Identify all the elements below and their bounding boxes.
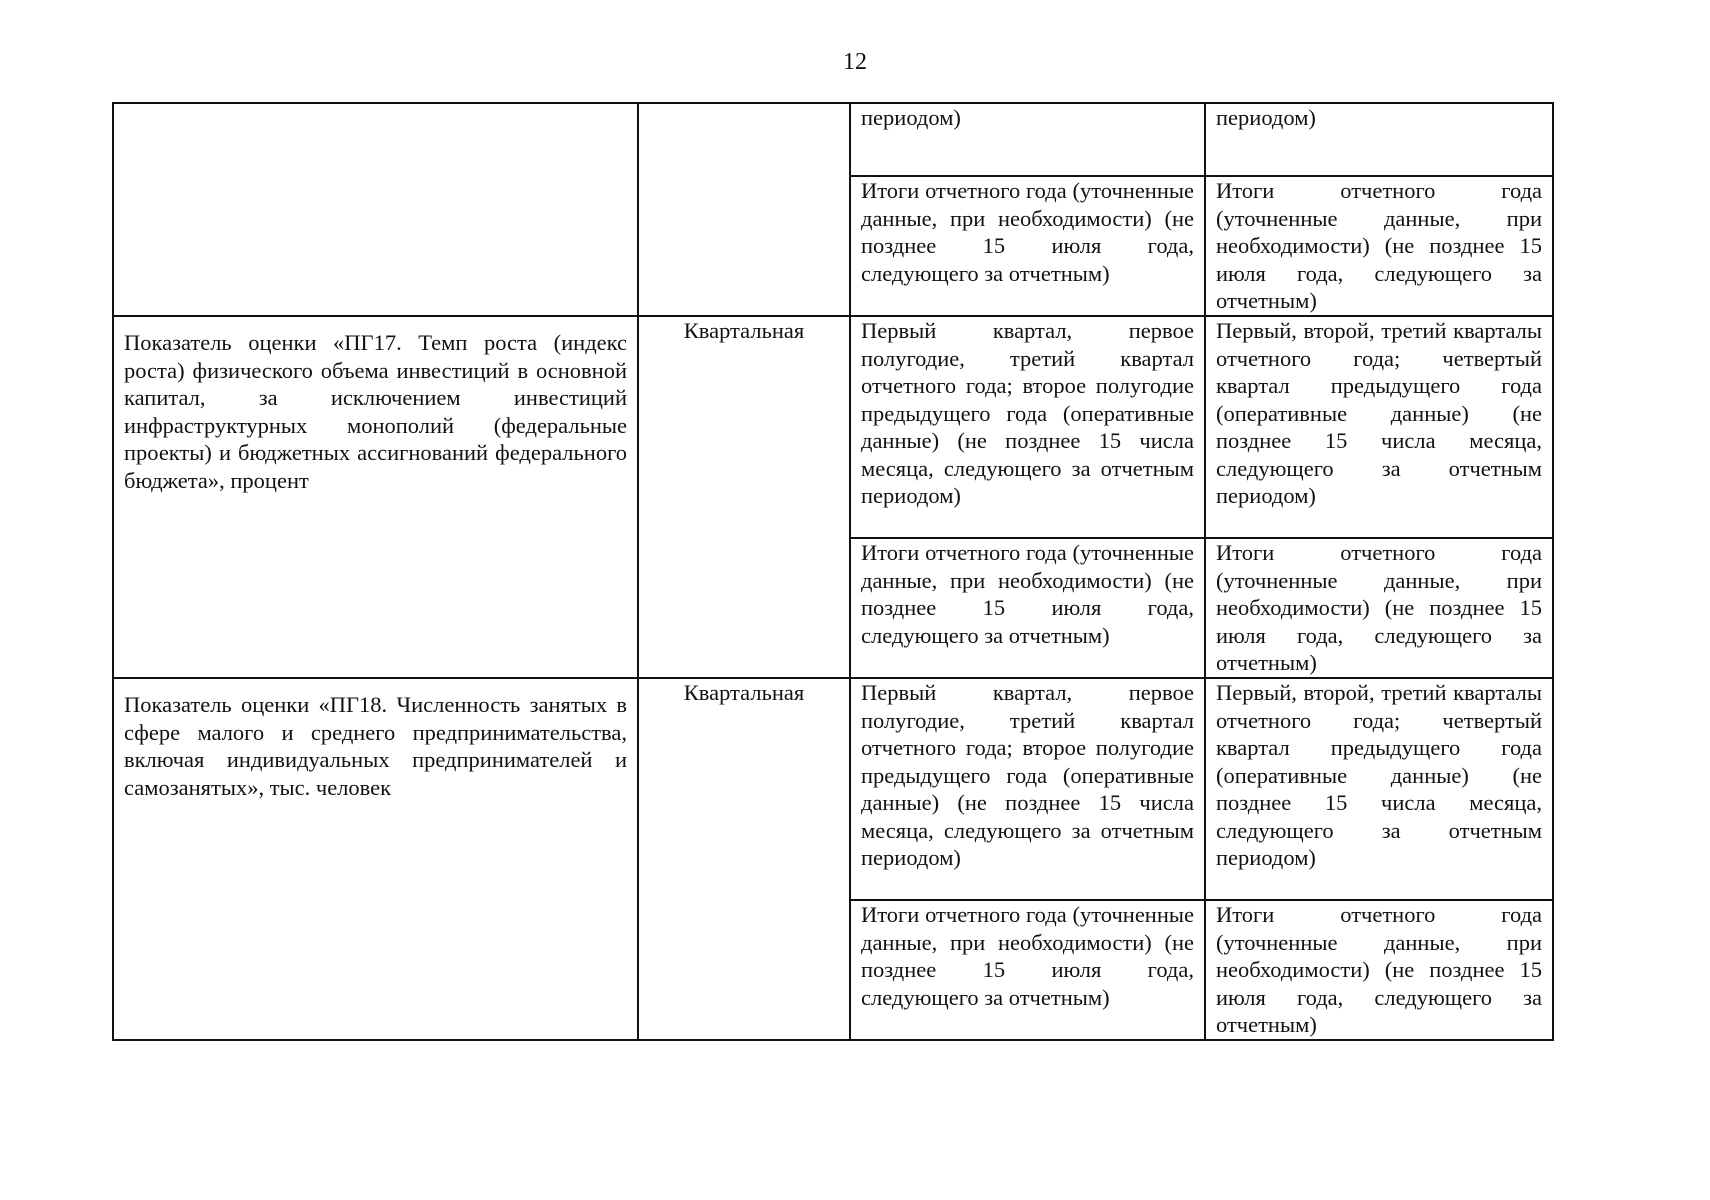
- term-cell: Первый, второй, третий кварталы отчетного года; четвертый квартал предыдущего года (оперативные данные) (не позднее 15 числа месяца, следующего за отчетным периодом): [1205, 678, 1553, 900]
- indicators-table: [112, 102, 1554, 1041]
- frequency-cell: Квартальная: [638, 316, 850, 678]
- term-cell: Первый квартал, первое полугодие, третий квартал отчетного года; второе полугодие предыдущего года (оперативные данные) (не позднее 15 числа месяца, следующего за отчетным периодом): [850, 316, 1205, 538]
- term-cell: Итоги отчетного года (уточненные данные, при необходимости) (не позднее 15 июля года, следующего за отчетным): [850, 538, 1205, 678]
- indicator-name-cell: Показатель оценки «ПГ18. Численность занятых в сфере малого и среднего предпринимательства, включая индивидуальных предпринимателей и самозанятых», тыс. человек: [113, 678, 638, 1040]
- term-cell: Первый квартал, первое полугодие, третий квартал отчетного года; второе полугодие предыдущего года (оперативные данные) (не позднее 15 числа месяца, следующего за отчетным периодом): [850, 678, 1205, 900]
- term-cell: Итоги отчетного года (уточненные данные, при необходимости) (не позднее 15 июля года, следующего за отчетным): [1205, 900, 1553, 1040]
- table-row: [113, 678, 1553, 900]
- term-cell: Итоги отчетного года (уточненные данные, при необходимости) (не позднее 15 июля года, следующего за отчетным): [1205, 176, 1553, 316]
- indicator-name-cell: [113, 103, 638, 316]
- term-cell: периодом): [850, 103, 1205, 176]
- table-row: [113, 103, 1553, 176]
- table-row: [113, 316, 1553, 538]
- term-cell: периодом): [1205, 103, 1553, 176]
- frequency-cell: [638, 103, 850, 316]
- page-number: 12: [843, 49, 867, 75]
- term-cell: Итоги отчетного года (уточненные данные, при необходимости) (не позднее 15 июля года, следующего за отчетным): [850, 176, 1205, 316]
- frequency-cell: Квартальная: [638, 678, 850, 1040]
- indicator-name-cell: Показатель оценки «ПГ17. Темп роста (индекс роста) физического объема инвестиций в основной капитал, за исключением инвестиций инфраструктурных монополий (федеральные проекты) и бюджетных ассигнований федерального бюджета», процент: [113, 316, 638, 678]
- term-cell: Итоги отчетного года (уточненные данные, при необходимости) (не позднее 15 июля года, следующего за отчетным): [850, 900, 1205, 1040]
- term-cell: Итоги отчетного года (уточненные данные, при необходимости) (не позднее 15 июля года, следующего за отчетным): [1205, 538, 1553, 678]
- term-cell: Первый, второй, третий кварталы отчетного года; четвертый квартал предыдущего года (оперативные данные) (не позднее 15 числа месяца, следующего за отчетным периодом): [1205, 316, 1553, 538]
